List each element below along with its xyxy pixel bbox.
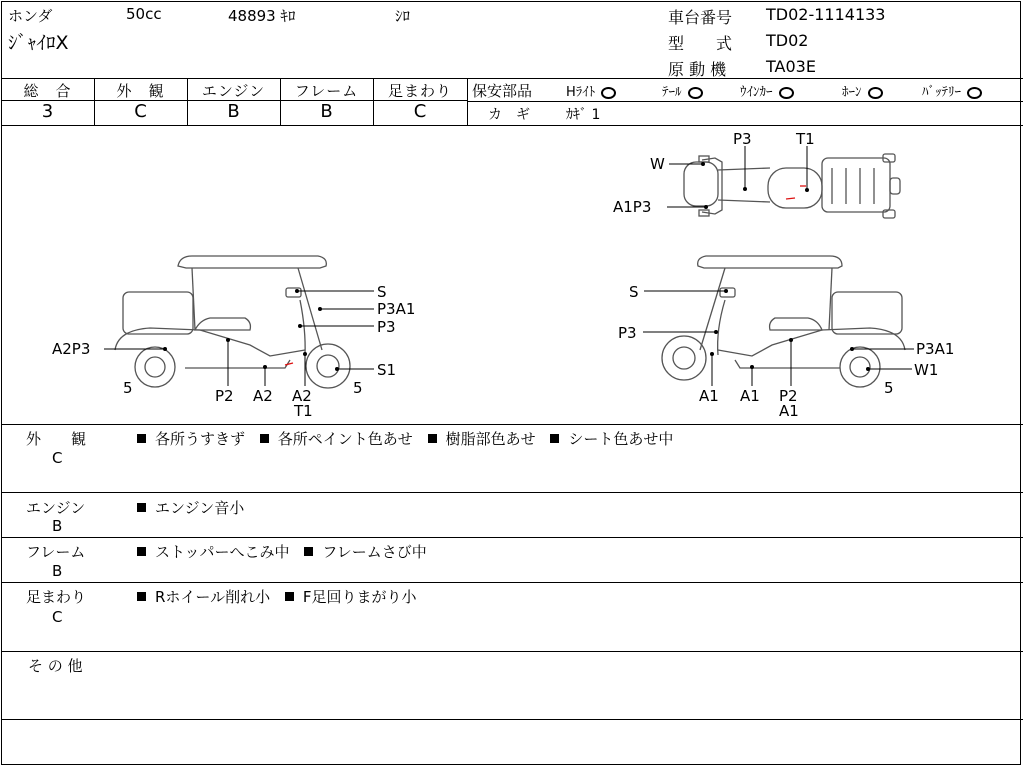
label-top-p3: P3 <box>733 130 752 148</box>
engine-label: 原 動 機 <box>668 60 727 79</box>
grade-frame-value: B <box>320 101 333 122</box>
maker: ホンダ <box>8 7 53 25</box>
section-suspension-title: 足まわり <box>26 588 87 606</box>
ok-circle-icon <box>967 87 982 99</box>
section-frame-grade: B <box>52 562 63 580</box>
frame-no-label: 車台番号 <box>668 8 733 27</box>
section-frame-notes: ストッパーへこみ中 フレームさび中 <box>137 541 427 562</box>
safety-item-horn: ﾎｰﾝ <box>842 81 883 100</box>
grade-overall-value: 3 <box>41 101 54 122</box>
grade-suspension-value: C <box>413 101 427 122</box>
label-left-a2p3: A2P3 <box>52 340 91 358</box>
label-left-s1: S1 <box>377 361 397 379</box>
ok-circle-icon <box>688 87 703 99</box>
displacement: 50cc <box>126 5 162 23</box>
frame-no: TD02-1114133 <box>766 5 886 24</box>
divider <box>1 537 1023 538</box>
section-engine-grade: B <box>52 517 63 535</box>
grade-frame-label: フレーム <box>294 82 359 100</box>
label-left-a2b: A2 <box>292 387 312 405</box>
divider <box>1 424 1023 425</box>
label-right-p3: P3 <box>618 324 637 342</box>
safety-item-headlight: Hﾗｲﾄ <box>566 81 616 100</box>
label-left-s: S <box>377 283 387 301</box>
safety-item-winker: ｳｲﾝｶｰ <box>740 81 794 100</box>
top-view-scooter <box>684 154 900 218</box>
grade-exterior-value: C <box>134 101 147 122</box>
section-frame-title: フレーム <box>26 543 86 561</box>
grade-overall-label: 総 合 <box>23 82 72 100</box>
section-suspension-notes: Rホイール削れ小 F足回りまがり小 <box>137 586 417 607</box>
key-value: ｶｷﾞ 1 <box>566 107 601 123</box>
divider <box>467 101 1023 102</box>
divider <box>1 78 1023 79</box>
label-left-p3: P3 <box>377 318 396 336</box>
section-exterior-grade: C <box>52 449 63 467</box>
grade-suspension-label: 足まわり <box>387 82 452 100</box>
grade-exterior-label: 外 観 <box>116 82 165 100</box>
divider <box>1 651 1023 652</box>
label-left-5b: 5 <box>353 379 363 397</box>
type-label: 型 式 <box>668 34 733 53</box>
mileage: 48893 ｷﾛ <box>228 7 296 25</box>
ok-circle-icon <box>868 87 883 99</box>
label-left-p3a1: P3A1 <box>377 300 416 318</box>
engine-value: TA03E <box>766 57 816 76</box>
section-exterior-notes: 各所うすきず 各所ペイント色あせ 樹脂部色あせ シート色あせ中 <box>137 428 673 449</box>
label-left-p2: P2 <box>215 387 234 405</box>
type-value: TD02 <box>766 31 809 50</box>
section-engine-title: エンジン <box>26 499 86 517</box>
ok-circle-icon <box>779 87 794 99</box>
bullet-square-icon <box>285 592 294 601</box>
label-left-5a: 5 <box>123 379 133 397</box>
model-name: ｼﾞｬｲﾛX <box>8 32 69 54</box>
bullet-square-icon <box>428 434 437 443</box>
divider <box>1 719 1023 720</box>
label-right-a1a: A1 <box>699 387 719 405</box>
key-label: カ ギ <box>488 107 530 123</box>
label-right-a1c: A1 <box>779 402 799 420</box>
bullet-square-icon <box>137 503 146 512</box>
label-top-a1p3: A1P3 <box>613 198 652 216</box>
section-exterior-title: 外 観 <box>26 430 87 448</box>
safety-item-tail: ﾃｰﾙ <box>662 81 703 100</box>
label-right-s: S <box>629 283 639 301</box>
ok-circle-icon <box>601 87 616 99</box>
section-other-title: そ の 他 <box>28 657 83 675</box>
label-top-t1: T1 <box>796 130 815 148</box>
label-right-5: 5 <box>884 379 894 397</box>
bullet-square-icon <box>137 592 146 601</box>
safety-item-battery: ﾊﾞｯﾃﾘｰ <box>922 81 982 100</box>
bullet-square-icon <box>550 434 559 443</box>
label-top-w: W <box>650 155 665 173</box>
divider <box>467 78 468 125</box>
left-side-scooter <box>115 256 350 388</box>
damage-diagram <box>0 126 1024 424</box>
grade-engine-value: B <box>227 101 240 122</box>
bullet-square-icon <box>260 434 269 443</box>
label-left-a2: A2 <box>253 387 273 405</box>
grade-engine-label: エンジン <box>201 82 266 100</box>
divider <box>1 582 1023 583</box>
section-suspension-grade: C <box>52 608 63 626</box>
bullet-square-icon <box>304 547 313 556</box>
safety-label: 保安部品 <box>472 82 533 100</box>
divider <box>1 492 1023 493</box>
label-left-t1: T1 <box>294 402 313 420</box>
label-right-p3a1: P3A1 <box>916 340 955 358</box>
color: ｼﾛ <box>395 7 411 25</box>
section-engine-notes: エンジン音小 <box>137 497 244 518</box>
bullet-square-icon <box>137 547 146 556</box>
label-right-p2: P2 <box>779 387 798 405</box>
bullet-square-icon <box>137 434 146 443</box>
label-right-w1: W1 <box>914 361 939 379</box>
label-right-a1b: A1 <box>740 387 760 405</box>
